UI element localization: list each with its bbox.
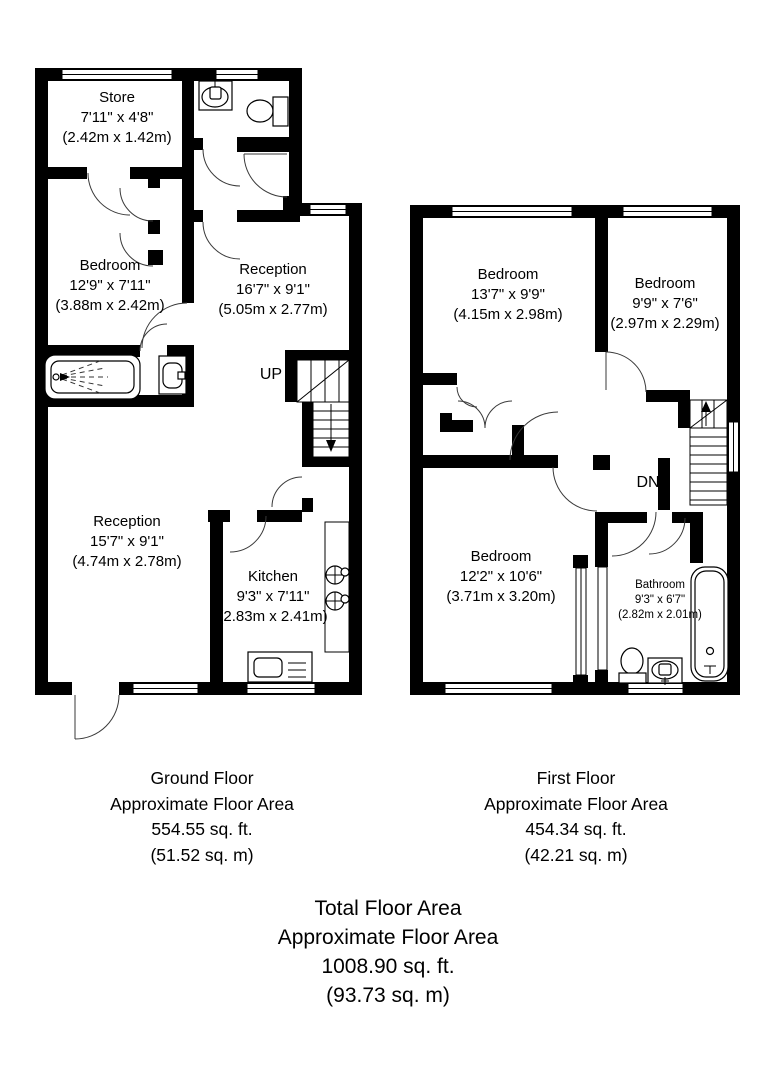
room-size-metric: (2.83m x 2.41m) [218,608,328,625]
room-size-imperial: 12'2" x 10'6" [459,568,543,585]
summary-area-sqm: (42.21 sq. m) [524,844,628,865]
room-label-kitchen [188,567,358,627]
toilet-icon [247,97,288,126]
room-name: Bedroom [634,275,696,292]
room-label-bedroom-rear [416,547,586,607]
ground-floor-plan [35,68,362,739]
room-size-metric: (4.15m x 2.98m) [453,306,563,323]
front-door [72,681,119,739]
room-size-metric: (4.74m x 2.78m) [72,553,182,570]
room-name: Bedroom [470,548,532,565]
room-size-metric: (2.42m x 1.42m) [62,129,172,146]
total-subtitle: Approximate Floor Area [277,926,499,949]
room-size-imperial: 16'7" x 9'1" [236,281,310,298]
ground-floor-summary [60,766,344,868]
summary-area-sqm: (51.52 sq. m) [150,844,254,865]
summary-area-sqft: 554.55 sq. ft. [151,819,253,839]
wc-sink-icon [199,78,232,110]
summary-title: First Floor [536,768,616,788]
summary-subtitle: Approximate Floor Area [484,793,668,814]
room-label-store [32,88,202,148]
room-label-reception-front [188,260,358,320]
stairs-up-label: UP [259,366,283,383]
summary-title: Ground Floor [150,768,254,788]
total-area-sqft: 1008.90 sq. ft. [321,955,455,978]
room-label-bedroom-front-right [580,274,750,334]
kitchen-sink-icon [248,652,312,682]
summary-subtitle: Approximate Floor Area [110,793,294,814]
room-label-bathroom [598,578,722,623]
total-title: Total Floor Area [314,897,462,920]
room-size-metric: (3.88m x 2.42m) [55,297,165,314]
staircase-down [690,400,727,505]
total-area-sqm: (93.73 sq. m) [326,984,450,1007]
room-name: Bedroom [477,266,539,283]
room-name: Reception [239,261,307,278]
door-arc [457,352,685,556]
room-label-bedroom-front-left [423,265,593,325]
room-size-imperial: 9'9" x 7'6" [632,295,698,312]
room-name: Kitchen [247,568,299,585]
room-name: Bedroom [79,257,141,274]
room-size-metric: (2.82m x 2.01m) [618,609,702,621]
sink-icon [159,356,186,394]
sink-icon [648,658,682,685]
first-floor-summary [434,766,718,868]
room-name: Store [99,89,135,106]
room-size-imperial: 9'3" x 6'7" [634,594,686,606]
room-size-metric: (3.71m x 3.20m) [446,588,556,605]
summary-area-sqft: 454.34 sq. ft. [525,819,627,839]
stairs-down-label: DN [636,474,660,491]
room-size-imperial: 13'7" x 9'9" [471,286,545,303]
room-label-bedroom-ground [25,256,195,316]
toilet-icon [619,648,646,683]
bathtub-icon [45,355,140,399]
room-size-imperial: 15'7" x 9'1" [90,533,164,550]
room-size-imperial: 9'3" x 7'11" [236,588,310,605]
room-name: Reception [93,513,161,530]
room-size-imperial: 7'11" x 4'8" [80,109,154,126]
room-name: Bathroom [635,579,685,591]
total-floor-area-summary [238,894,538,1010]
room-size-metric: (5.05m x 2.77m) [218,301,328,318]
room-size-imperial: 12'9" x 7'11" [69,277,151,294]
room-size-metric: (2.97m x 2.29m) [610,315,720,332]
room-label-reception-rear [42,512,212,572]
